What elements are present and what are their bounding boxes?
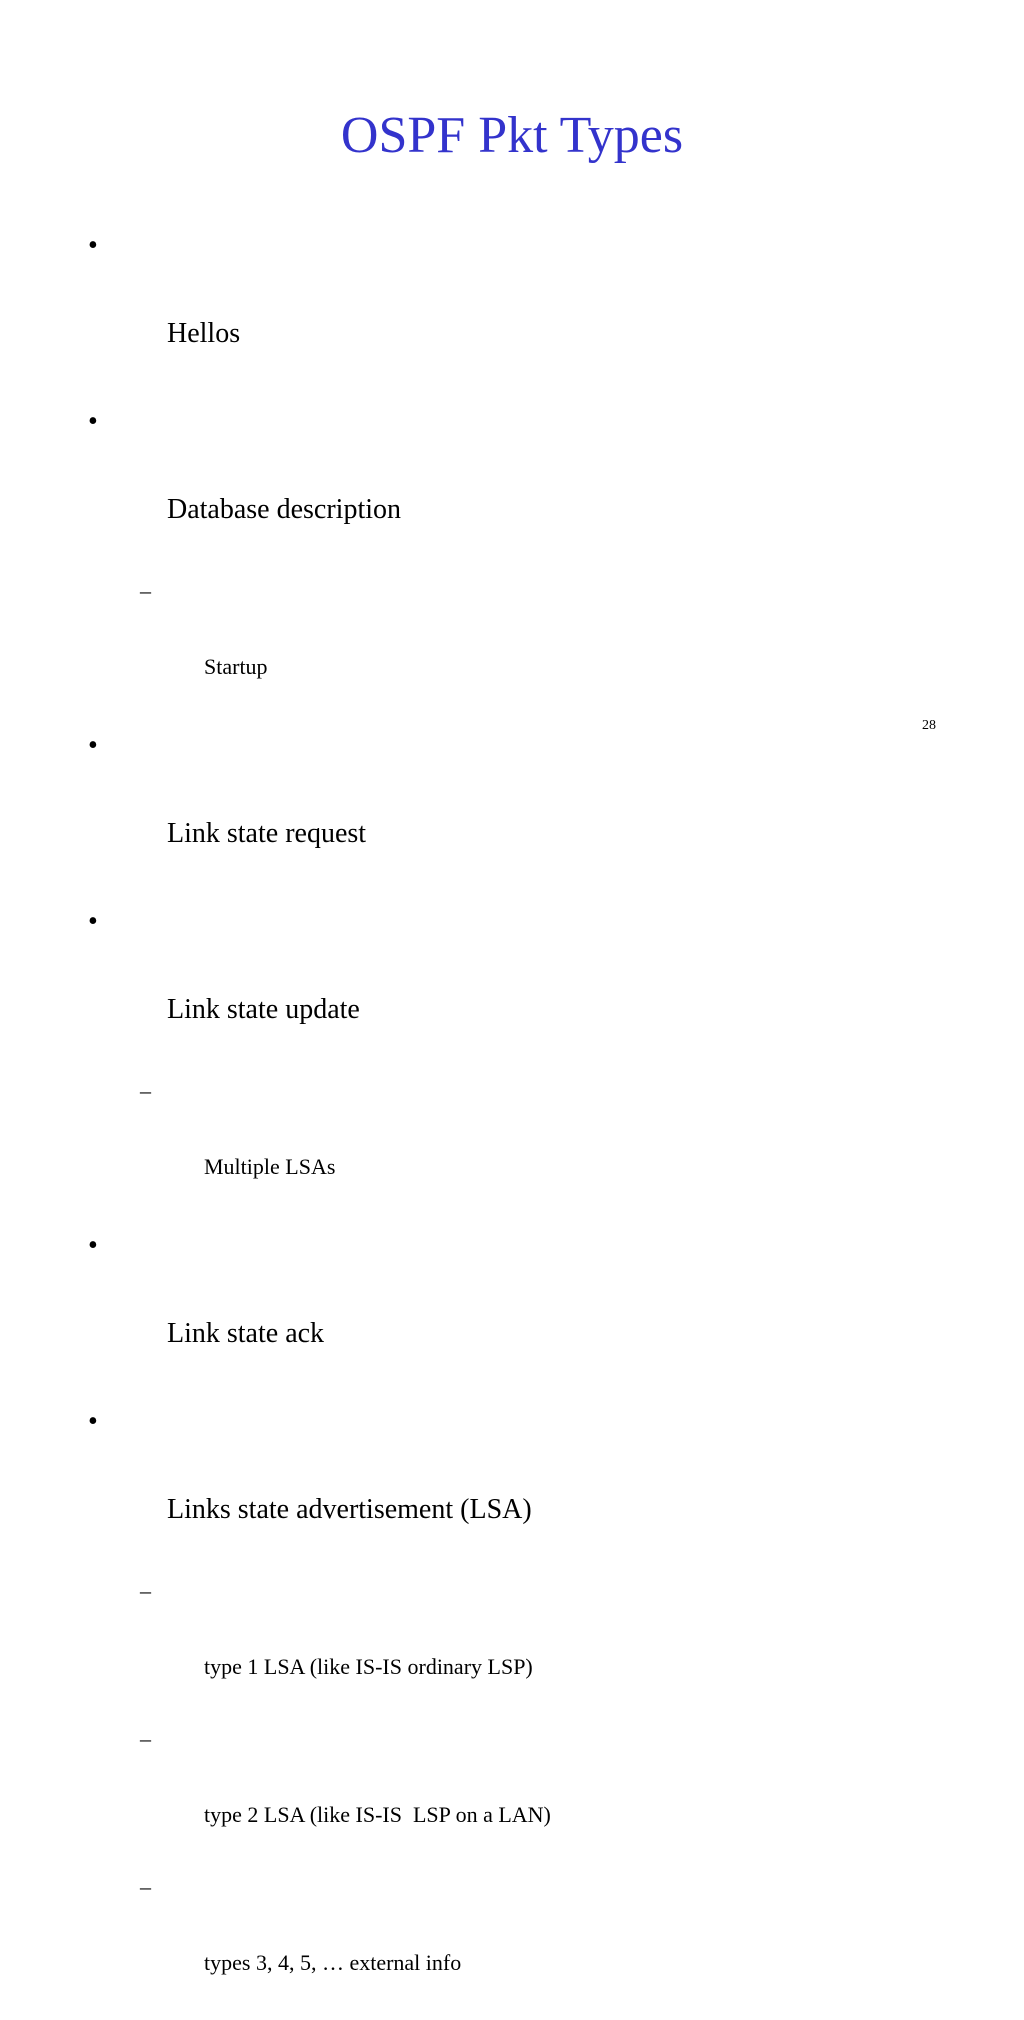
sub-list-item-text: types 3, 4, 5, … external info <box>204 1950 462 1975</box>
sub-list-item <box>88 572 968 724</box>
sub-list-item-text: type 2 LSA (like IS-IS LSP on a LAN) <box>204 1802 551 1827</box>
list-item-text: Database description <box>167 494 402 525</box>
bullet-list <box>88 224 968 2020</box>
list-item-text: Links state advertisement (LSA) <box>167 1494 532 1525</box>
list-item <box>88 1224 968 1400</box>
dash-marker: – <box>140 1578 151 1603</box>
sub-list-item <box>88 1720 968 1872</box>
list-item <box>88 900 968 1076</box>
dash-marker: – <box>140 578 151 603</box>
bullet-marker: • <box>88 1406 98 1437</box>
sub-list-item-text: Multiple LSAs <box>204 1154 336 1179</box>
list-item <box>88 224 968 400</box>
list-item-text: Hellos <box>167 318 241 349</box>
list-item <box>88 724 968 900</box>
sub-list-item <box>88 1072 968 1224</box>
sub-list-item <box>88 1572 968 1724</box>
list-item-text: Link state ack <box>167 1318 325 1349</box>
bullet-marker: • <box>88 406 98 437</box>
dash-marker: – <box>140 1078 151 1103</box>
bullet-marker: • <box>88 730 98 761</box>
dash-marker: – <box>140 1874 151 1899</box>
sub-list-item-text: Startup <box>204 654 268 679</box>
list-item-text: Link state request <box>167 818 367 849</box>
slide-title: OSPF Pkt Types <box>340 107 684 164</box>
list-item-text: Link state update <box>167 994 360 1025</box>
bullet-marker: • <box>88 906 98 937</box>
sub-list-item <box>88 1868 968 2020</box>
dash-marker: – <box>140 1726 151 1751</box>
sub-list-item-text: type 1 LSA (like IS-IS ordinary LSP) <box>204 1654 533 1679</box>
bullet-marker: • <box>88 1230 98 1261</box>
list-item <box>88 1400 968 1576</box>
bullet-marker: • <box>88 230 98 261</box>
list-item <box>88 400 968 576</box>
page-number: 28 <box>922 718 936 733</box>
